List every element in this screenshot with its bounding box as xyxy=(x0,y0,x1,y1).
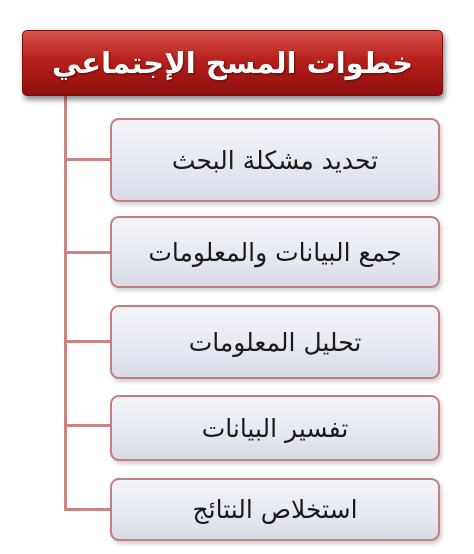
step-box-4 xyxy=(110,395,440,461)
diagram-title-box xyxy=(22,30,443,96)
step-label-5: استخلاص النتائج xyxy=(192,495,358,524)
step-label-4: تفسير البيانات xyxy=(201,413,349,443)
step-label-2: جمع البيانات والمعلومات xyxy=(148,237,402,267)
step-label-3: تحليل المعلومات xyxy=(188,327,362,357)
connector-branch-5 xyxy=(64,508,110,511)
step-box-5 xyxy=(110,478,440,541)
connector-branch-2 xyxy=(64,251,110,254)
step-label-1: تحديد مشكلة البحث xyxy=(171,145,379,175)
connector-branch-3 xyxy=(64,340,110,343)
diagram-title: خطوات المسح الإجتماعي xyxy=(51,46,414,80)
step-box-3 xyxy=(110,305,440,379)
step-box-1 xyxy=(110,118,440,202)
connector-branch-1 xyxy=(64,158,110,161)
step-box-2 xyxy=(110,216,440,288)
connector-branch-4 xyxy=(64,424,110,427)
